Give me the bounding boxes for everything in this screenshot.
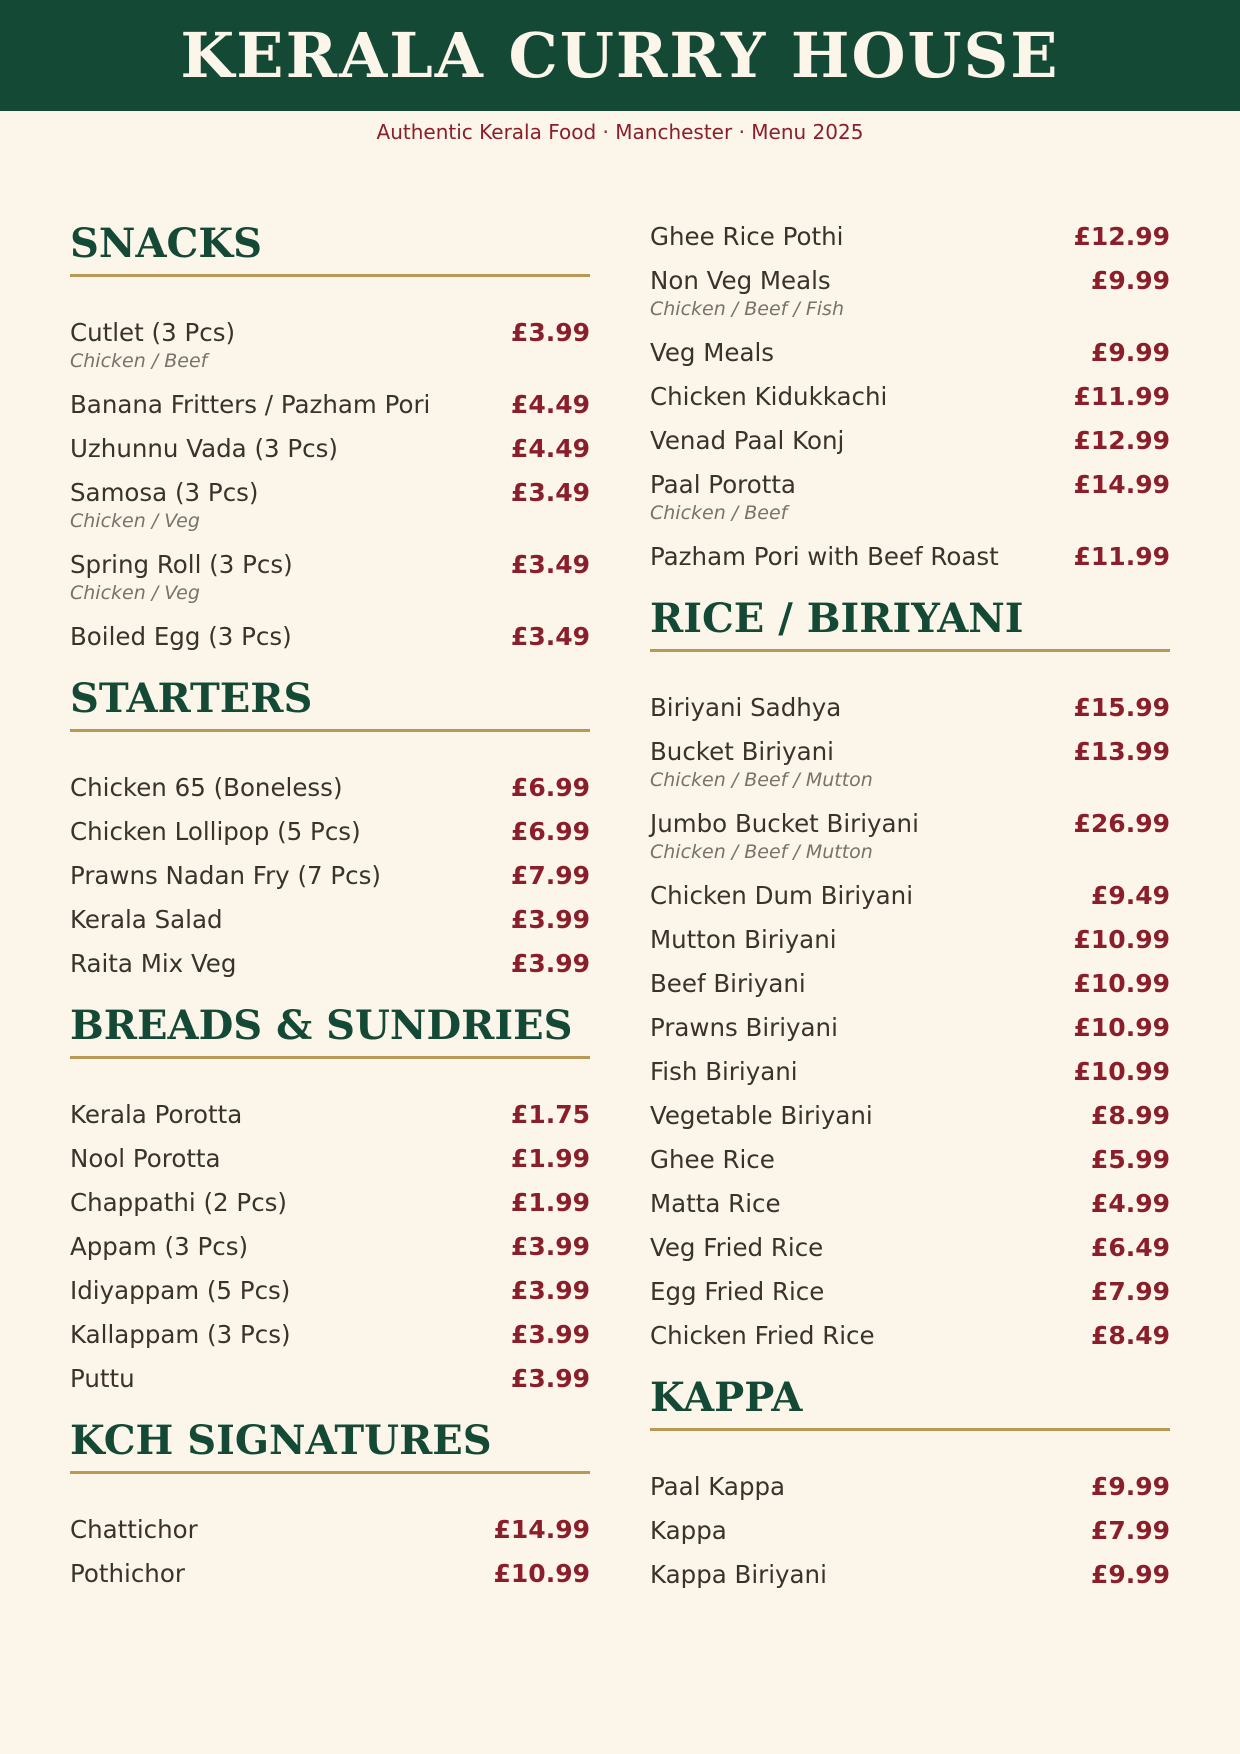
menu-item-veg-fried-rice: [650, 1232, 1170, 1264]
section-title-snacks: SNACKS: [70, 220, 262, 267]
menu-item-non-veg-meals: [650, 265, 1170, 320]
menu-item-price: £6.99: [510, 817, 590, 846]
menu-item-price: £14.99: [1073, 470, 1170, 499]
section-divider: [70, 1471, 590, 1474]
menu-item-name: Ghee Rice Pothi: [650, 222, 844, 251]
section-title-starters: STARTERS: [70, 675, 313, 722]
menu-item-name: Kappa: [650, 1516, 727, 1545]
menu-item-name: Paal Porotta: [650, 470, 796, 499]
menu-item-name: Vegetable Biriyani: [650, 1101, 873, 1130]
menu-item-kappa-biriyani: [650, 1559, 1170, 1591]
menu-item-name: Non Veg Meals: [650, 266, 831, 295]
menu-item-name: Chattichor: [70, 1515, 198, 1544]
section-title-kch-signatures: KCH SIGNATURES: [70, 1417, 492, 1464]
menu-item-price: £3.49: [510, 550, 590, 579]
menu-item-name: Puttu: [70, 1364, 135, 1393]
menu-item-name: Chicken Kidukkachi: [650, 382, 888, 411]
menu-item-appam-3-pcs: [70, 1231, 590, 1263]
menu-item-veg-meals: [650, 337, 1170, 369]
menu-item-chattichor: [70, 1514, 590, 1546]
menu-item-chicken-lollipop-5-pcs: [70, 816, 590, 848]
menu-item-price: £3.49: [510, 622, 590, 651]
menu-item-variant: Chicken / Beef: [650, 502, 788, 524]
menu-item-name: Matta Rice: [650, 1189, 781, 1218]
menu-item-name: Chicken 65 (Boneless): [70, 773, 343, 802]
menu-item-price: £3.99: [510, 1320, 590, 1349]
menu-item-name: Paal Kappa: [650, 1472, 786, 1501]
menu-item-beef-biriyani: [650, 968, 1170, 1000]
menu-item-banana-fritters-pazham-pori: [70, 389, 590, 421]
menu-item-name: Idiyappam (5 Pcs): [70, 1276, 291, 1305]
menu-item-name: Kerala Porotta: [70, 1100, 243, 1129]
menu-item-name: Nool Porotta: [70, 1144, 221, 1173]
menu-item-pothichor: [70, 1558, 590, 1590]
menu-item-chicken-fried-rice: [650, 1320, 1170, 1352]
menu-item-price: £6.99: [510, 773, 590, 802]
menu-item-kappa: [650, 1515, 1170, 1547]
section-title-breads-sundries: BREADS & SUNDRIES: [70, 1002, 573, 1049]
menu-item-name: Bucket Biriyani: [650, 737, 834, 766]
menu-item-price: £1.99: [510, 1188, 590, 1217]
menu-item-price: £6.49: [1090, 1233, 1170, 1262]
menu-item-name: Mutton Biriyani: [650, 925, 837, 954]
menu-item-name: Ghee Rice: [650, 1145, 775, 1174]
menu-item-name: Spring Roll (3 Pcs): [70, 550, 293, 579]
menu-item-vegetable-biriyani: [650, 1100, 1170, 1132]
menu-item-price: £7.99: [1090, 1516, 1170, 1545]
menu-item-name: Banana Fritters / Pazham Pori: [70, 390, 431, 419]
menu-item-prawns-nadan-fry-7-pcs: [70, 860, 590, 892]
menu-item-name: Kerala Salad: [70, 905, 223, 934]
menu-item-chappathi-2-pcs: [70, 1187, 590, 1219]
menu-item-price: £10.99: [1073, 925, 1170, 954]
menu-subtitle: Authentic Kerala Food · Manchester · Menu 2025: [376, 120, 864, 144]
menu-item-name: Biriyani Sadhya: [650, 693, 842, 722]
menu-item-idiyappam-5-pcs: [70, 1275, 590, 1307]
menu-item-matta-rice: [650, 1188, 1170, 1220]
menu-item-price: £12.99: [1073, 426, 1170, 455]
menu-item-name: Jumbo Bucket Biriyani: [650, 809, 919, 838]
restaurant-title: KERALA CURRY HOUSE: [180, 19, 1060, 92]
menu-item-chicken-65-boneless: [70, 772, 590, 804]
menu-item-price: £3.99: [510, 1364, 590, 1393]
menu-item-kerala-porotta: [70, 1099, 590, 1131]
menu-item-name: Appam (3 Pcs): [70, 1232, 249, 1261]
menu-item-biriyani-sadhya: [650, 692, 1170, 724]
menu-item-price: £10.99: [493, 1559, 590, 1588]
menu-item-name: Prawns Biriyani: [650, 1013, 838, 1042]
menu-item-price: £4.99: [1090, 1189, 1170, 1218]
menu-item-kerala-salad: [70, 904, 590, 936]
menu-item-uzhunnu-vada-3-pcs: [70, 433, 590, 465]
menu-item-name: Chicken Dum Biriyani: [650, 881, 914, 910]
menu-item-price: £13.99: [1073, 737, 1170, 766]
menu-item-ghee-rice: [650, 1144, 1170, 1176]
menu-item-price: £3.99: [510, 1276, 590, 1305]
menu-item-puttu: [70, 1363, 590, 1395]
menu-item-price: £11.99: [1073, 542, 1170, 571]
menu-item-name: Veg Fried Rice: [650, 1233, 824, 1262]
menu-item-name: Egg Fried Rice: [650, 1277, 825, 1306]
section-title-rice-biriyani: RICE / BIRIYANI: [650, 595, 1024, 642]
menu-item-price: £7.99: [1090, 1277, 1170, 1306]
menu-item-cutlet-3-pcs: [70, 317, 590, 372]
menu-header-banner: [0, 0, 1240, 111]
menu-item-price: £10.99: [1073, 1013, 1170, 1042]
menu-item-prawns-biriyani: [650, 1012, 1170, 1044]
menu-item-name: Pazham Pori with Beef Roast: [650, 542, 999, 571]
menu-item-price: £26.99: [1073, 809, 1170, 838]
menu-item-paal-kappa: [650, 1471, 1170, 1503]
menu-item-boiled-egg-3-pcs: [70, 621, 590, 653]
menu-item-price: £11.99: [1073, 382, 1170, 411]
menu-item-price: £12.99: [1073, 222, 1170, 251]
menu-item-price: £14.99: [493, 1515, 590, 1544]
menu-item-price: £4.49: [510, 434, 590, 463]
menu-item-name: Kallappam (3 Pcs): [70, 1320, 291, 1349]
menu-item-name: Venad Paal Konj: [650, 426, 845, 455]
menu-item-price: £10.99: [1073, 969, 1170, 998]
menu-item-name: Raita Mix Veg: [70, 949, 237, 978]
menu-item-name: Fish Biriyani: [650, 1057, 798, 1086]
menu-item-price: £3.99: [510, 318, 590, 347]
menu-item-price: £3.99: [510, 905, 590, 934]
menu-item-price: £3.99: [510, 949, 590, 978]
menu-item-variant: Chicken / Beef / Mutton: [650, 841, 873, 863]
menu-item-raita-mix-veg: [70, 948, 590, 980]
menu-item-name: Veg Meals: [650, 338, 775, 367]
menu-item-fish-biriyani: [650, 1056, 1170, 1088]
menu-item-price: £9.99: [1090, 1560, 1170, 1589]
menu-item-price: £7.99: [510, 861, 590, 890]
menu-item-nool-porotta: [70, 1143, 590, 1175]
menu-item-price: £9.49: [1090, 881, 1170, 910]
menu-item-name: Pothichor: [70, 1559, 185, 1588]
menu-item-price: £4.49: [510, 390, 590, 419]
menu-item-variant: Chicken / Veg: [70, 582, 200, 604]
section-divider: [70, 1056, 590, 1059]
menu-item-venad-paal-konj: [650, 425, 1170, 457]
section-divider: [650, 1428, 1170, 1431]
menu-item-ghee-rice-pothi: [650, 221, 1170, 253]
menu-item-samosa-3-pcs: [70, 477, 590, 532]
menu-item-name: Kappa Biriyani: [650, 1560, 827, 1589]
menu-item-price: £9.99: [1090, 266, 1170, 295]
menu-item-price: £9.99: [1090, 1472, 1170, 1501]
menu-item-variant: Chicken / Veg: [70, 510, 200, 532]
menu-item-pazham-pori-with-beef-roast: [650, 541, 1170, 573]
menu-item-name: Chicken Lollipop (5 Pcs): [70, 817, 361, 846]
menu-item-price: £8.99: [1090, 1101, 1170, 1130]
menu-item-name: Boiled Egg (3 Pcs): [70, 622, 292, 651]
menu-item-egg-fried-rice: [650, 1276, 1170, 1308]
section-divider: [70, 729, 590, 732]
menu-item-jumbo-bucket-biriyani: [650, 808, 1170, 863]
menu-item-price: £10.99: [1073, 1057, 1170, 1086]
menu-item-price: £8.49: [1090, 1321, 1170, 1350]
menu-item-variant: Chicken / Beef / Mutton: [650, 769, 873, 791]
section-divider: [70, 274, 590, 277]
section-title-kappa: KAPPA: [650, 1374, 803, 1421]
menu-item-chicken-dum-biriyani: [650, 880, 1170, 912]
menu-item-price: £1.75: [510, 1100, 590, 1129]
menu-item-name: Cutlet (3 Pcs): [70, 318, 236, 347]
menu-item-name: Samosa (3 Pcs): [70, 478, 259, 507]
menu-item-price: £1.99: [510, 1144, 590, 1173]
menu-item-mutton-biriyani: [650, 924, 1170, 956]
menu-item-name: Prawns Nadan Fry (7 Pcs): [70, 861, 381, 890]
menu-item-paal-porotta: [650, 469, 1170, 524]
menu-item-kallappam-3-pcs: [70, 1319, 590, 1351]
menu-item-price: £9.99: [1090, 338, 1170, 367]
menu-item-price: £3.49: [510, 478, 590, 507]
section-divider: [650, 649, 1170, 652]
menu-item-chicken-kidukkachi: [650, 381, 1170, 413]
menu-item-name: Chicken Fried Rice: [650, 1321, 875, 1350]
menu-item-variant: Chicken / Beef: [70, 350, 208, 372]
menu-item-price: £15.99: [1073, 693, 1170, 722]
menu-item-price: £3.99: [510, 1232, 590, 1261]
menu-item-spring-roll-3-pcs: [70, 549, 590, 604]
menu-item-bucket-biriyani: [650, 736, 1170, 791]
menu-item-price: £5.99: [1090, 1145, 1170, 1174]
menu-item-variant: Chicken / Beef / Fish: [650, 298, 844, 320]
menu-item-name: Uzhunnu Vada (3 Pcs): [70, 434, 338, 463]
menu-item-name: Chappathi (2 Pcs): [70, 1188, 287, 1217]
menu-item-name: Beef Biriyani: [650, 969, 806, 998]
